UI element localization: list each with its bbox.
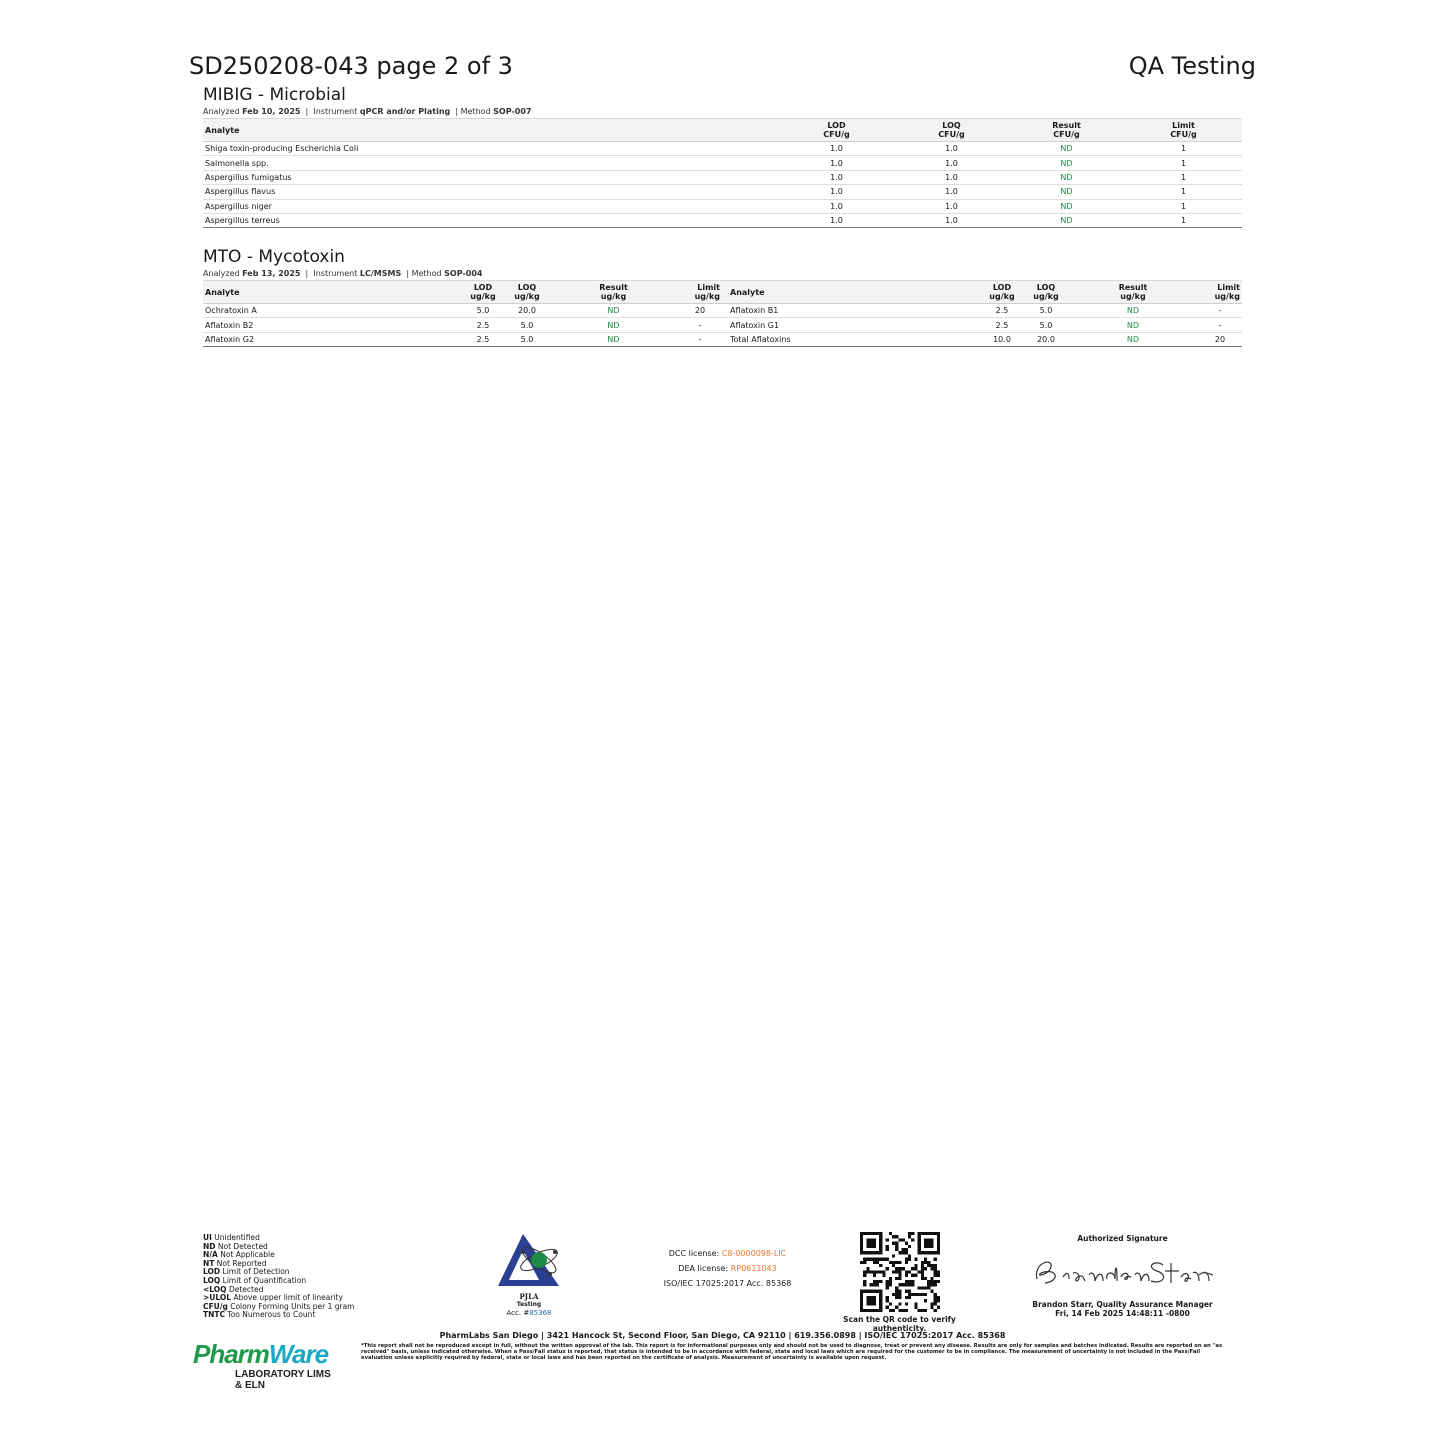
table-row [203, 185, 1242, 199]
col-limit: Limit CFU/g [1170, 121, 1197, 139]
result-cell: ND [1068, 304, 1198, 318]
legend-item: CFU/g Colony Forming Units per 1 gram [203, 1301, 355, 1311]
loq-cell: 1.0 [895, 199, 1008, 213]
lab-name: QA Testing [1128, 52, 1256, 80]
col-loq: LOQ CFU/g [938, 121, 965, 139]
result-cell: ND [1008, 142, 1125, 156]
legend-item: TNTC Too Numerous to Count [203, 1310, 316, 1320]
col-result: Result ug/kg [599, 283, 628, 301]
result-cell: ND [1068, 318, 1198, 332]
lod-cell: 2.5 [980, 318, 1024, 332]
abbreviation-legend [203, 1234, 354, 1320]
col-result: Result ug/kg [1118, 283, 1148, 301]
microbial-section-title: MIBIG - Microbial [203, 85, 346, 105]
dea-license: DEA license: RP0611043 [678, 1264, 777, 1273]
legend-item: ND Not Detected [203, 1241, 268, 1251]
legend-item: UI Unidentified [203, 1233, 260, 1242]
result-cell: ND [549, 318, 678, 332]
table-row [203, 213, 1242, 227]
limit-cell: - [1198, 304, 1242, 318]
loq-cell: 5.0 [1024, 318, 1068, 332]
limit-cell: 1 [1125, 199, 1242, 213]
limit-cell: - [678, 318, 722, 332]
col-analyte: Analyte [205, 287, 240, 297]
result-cell: ND [1008, 213, 1125, 227]
limit-cell: 20 [1198, 332, 1242, 346]
lod-cell: 2.5 [980, 304, 1024, 318]
result-cell: ND [1008, 199, 1125, 213]
table-row [203, 304, 1242, 318]
limit-cell: 1 [1125, 213, 1242, 227]
limit-cell: - [1198, 318, 1242, 332]
col-lod: LOD CFU/g [823, 121, 850, 139]
iso-accreditation: ISO/IEC 17025:2017 Acc. 85368 [663, 1279, 792, 1288]
col-limit: Limit ug/kg [1214, 283, 1240, 301]
col-lod: LOD ug/kg [470, 283, 496, 301]
table-row [203, 318, 1242, 332]
loq-cell: 1.0 [895, 185, 1008, 199]
lod-cell: 1.0 [778, 213, 895, 227]
pjla-acc: Acc. #85368 [506, 1309, 552, 1317]
qr-caption: Scan the QR code to verify authenticity. [843, 1315, 956, 1333]
analyte-cell: Ochratoxin A [203, 304, 461, 318]
pharmware-logo [193, 1340, 338, 1391]
table-row [203, 156, 1242, 170]
brand-wordmark: PharmWare [193, 1339, 329, 1369]
lod-cell: 1.0 [778, 170, 895, 184]
analyte-cell: Total Aflatoxins [722, 332, 980, 346]
table-header-row [203, 119, 1242, 142]
lod-cell: 1.0 [778, 199, 895, 213]
table-header-row [203, 281, 1242, 304]
lod-cell: 1.0 [778, 185, 895, 199]
lod-cell: 5.0 [461, 304, 505, 318]
result-cell: ND [549, 332, 678, 346]
col-result: Result CFU/g [1052, 121, 1081, 139]
table-row [203, 142, 1242, 156]
analyte-cell: Aspergillus niger [203, 199, 778, 213]
result-cell: ND [549, 304, 678, 318]
pjla-sub: Testing [516, 1301, 542, 1308]
loq-cell: 1.0 [895, 213, 1008, 227]
signature-timestamp: Fri, 14 Feb 2025 14:48:11 -0800 [1055, 1309, 1190, 1318]
result-cell: ND [1008, 170, 1125, 184]
qr-verification [822, 1232, 977, 1333]
analyte-cell: Aflatoxin G1 [722, 318, 980, 332]
analyte-cell: Aflatoxin B1 [722, 304, 980, 318]
legend-item: LOQ Limit of Quantification [203, 1275, 307, 1285]
signer-name: Brandon Starr, Quality Assurance Manager [1032, 1300, 1213, 1309]
analyte-cell: Aflatoxin B2 [203, 318, 461, 332]
mycotoxin-table [203, 280, 1242, 347]
result-cell: ND [1008, 156, 1125, 170]
lod-cell: 1.0 [778, 156, 895, 170]
signer-info [1020, 1300, 1225, 1318]
col-lod: LOD ug/kg [989, 283, 1015, 301]
mycotoxin-section-title: MTO - Mycotoxin [203, 247, 345, 267]
brand-tagline: LABORATORY LIMS & ELN [235, 1369, 331, 1391]
lod-cell: 2.5 [461, 318, 505, 332]
microbial-meta: Analyzed Feb 10, 2025 | Instrument qPCR and/or Plating | Method SOP-007 [203, 107, 532, 116]
qr-code-icon[interactable] [860, 1232, 940, 1312]
pjla-accreditation [494, 1232, 564, 1317]
table-row [203, 199, 1242, 213]
result-cell: ND [1008, 185, 1125, 199]
analyte-cell: Aspergillus terreus [203, 213, 778, 227]
lod-cell: 2.5 [461, 332, 505, 346]
dcc-license: DCC license: C8-0000098-LIC [668, 1249, 787, 1258]
mycotoxin-meta: Analyzed Feb 13, 2025 | Instrument LC/MSMS | Method SOP-004 [203, 269, 483, 278]
legend-item: >ULOL Above upper limit of linearity [203, 1293, 343, 1303]
signature-label: Authorized Signature [1077, 1234, 1168, 1243]
col-limit: Limit ug/kg [694, 283, 720, 301]
legend-item: LOD Limit of Detection [203, 1267, 290, 1277]
limit-cell: 1 [1125, 185, 1242, 199]
loq-cell: 20.0 [505, 304, 549, 318]
table-row [203, 170, 1242, 184]
loq-cell: 1.0 [895, 170, 1008, 184]
lod-cell: 10.0 [980, 332, 1024, 346]
license-info [640, 1246, 815, 1291]
legend-item: NT Not Reported [203, 1258, 267, 1268]
loq-cell: 5.0 [505, 332, 549, 346]
handwritten-signature [1023, 1243, 1223, 1295]
col-analyte: Analyte [730, 287, 765, 297]
limit-cell: 1 [1125, 142, 1242, 156]
disclaimer: *This report shall not be reproduced except in full, without the written approval of the lab. This report is for informational purposes only and should not be used to diagnose, treat or prevent any disease. Results are only for samples and batches indicated. Results are reported on an "as received" basis, unless indicated otherwise. When a Pass/Fail status is reported, that status is intended to be in accordance with federal, state and local laws which are required for the customer to be in compliance. The measurement of uncertainty is not included in the Pass/Fail evaluation unless explicitly required by federal, state or local laws and has been reported on the certificate of analysis. Measurement of uncertainty is available upon request. [361, 1343, 1223, 1361]
analyte-cell: Salmonella spp. [203, 156, 778, 170]
analyte-cell: Aspergillus flavus [203, 185, 778, 199]
signature-block [1020, 1234, 1225, 1318]
microbial-table [203, 118, 1242, 228]
loq-cell: 5.0 [1024, 304, 1068, 318]
analyte-cell: Aspergillus fumigatus [203, 170, 778, 184]
table-row [203, 332, 1242, 346]
analyte-cell: Shiga toxin-producing Escherichia Coli [203, 142, 778, 156]
lod-cell: 1.0 [778, 142, 895, 156]
loq-cell: 1.0 [895, 156, 1008, 170]
col-analyte: Analyte [205, 125, 240, 135]
limit-cell: 1 [1125, 156, 1242, 170]
result-cell: ND [1068, 332, 1198, 346]
loq-cell: 1.0 [895, 142, 1008, 156]
limit-cell: 1 [1125, 170, 1242, 184]
limit-cell: - [678, 332, 722, 346]
analyte-cell: Aflatoxin G2 [203, 332, 461, 346]
pjla-logo-icon [495, 1232, 563, 1290]
legend-item: N/A Not Applicable [203, 1250, 275, 1260]
page-title: SD250208-043 page 2 of 3 [189, 52, 513, 80]
lab-address: PharmLabs San Diego | 3421 Hancock St, Second Floor, San Diego, CA 92110 | 619.356.0898 | ISO/IEC 17025:2017 Acc. 85368 [439, 1331, 1006, 1340]
pjla-name: PJLA [519, 1292, 539, 1301]
col-loq: LOQ ug/kg [1033, 283, 1059, 301]
loq-cell: 20.0 [1024, 332, 1068, 346]
legend-item: <LOQ Detected [203, 1284, 264, 1294]
col-loq: LOQ ug/kg [514, 283, 540, 301]
limit-cell: 20 [678, 304, 722, 318]
loq-cell: 5.0 [505, 318, 549, 332]
